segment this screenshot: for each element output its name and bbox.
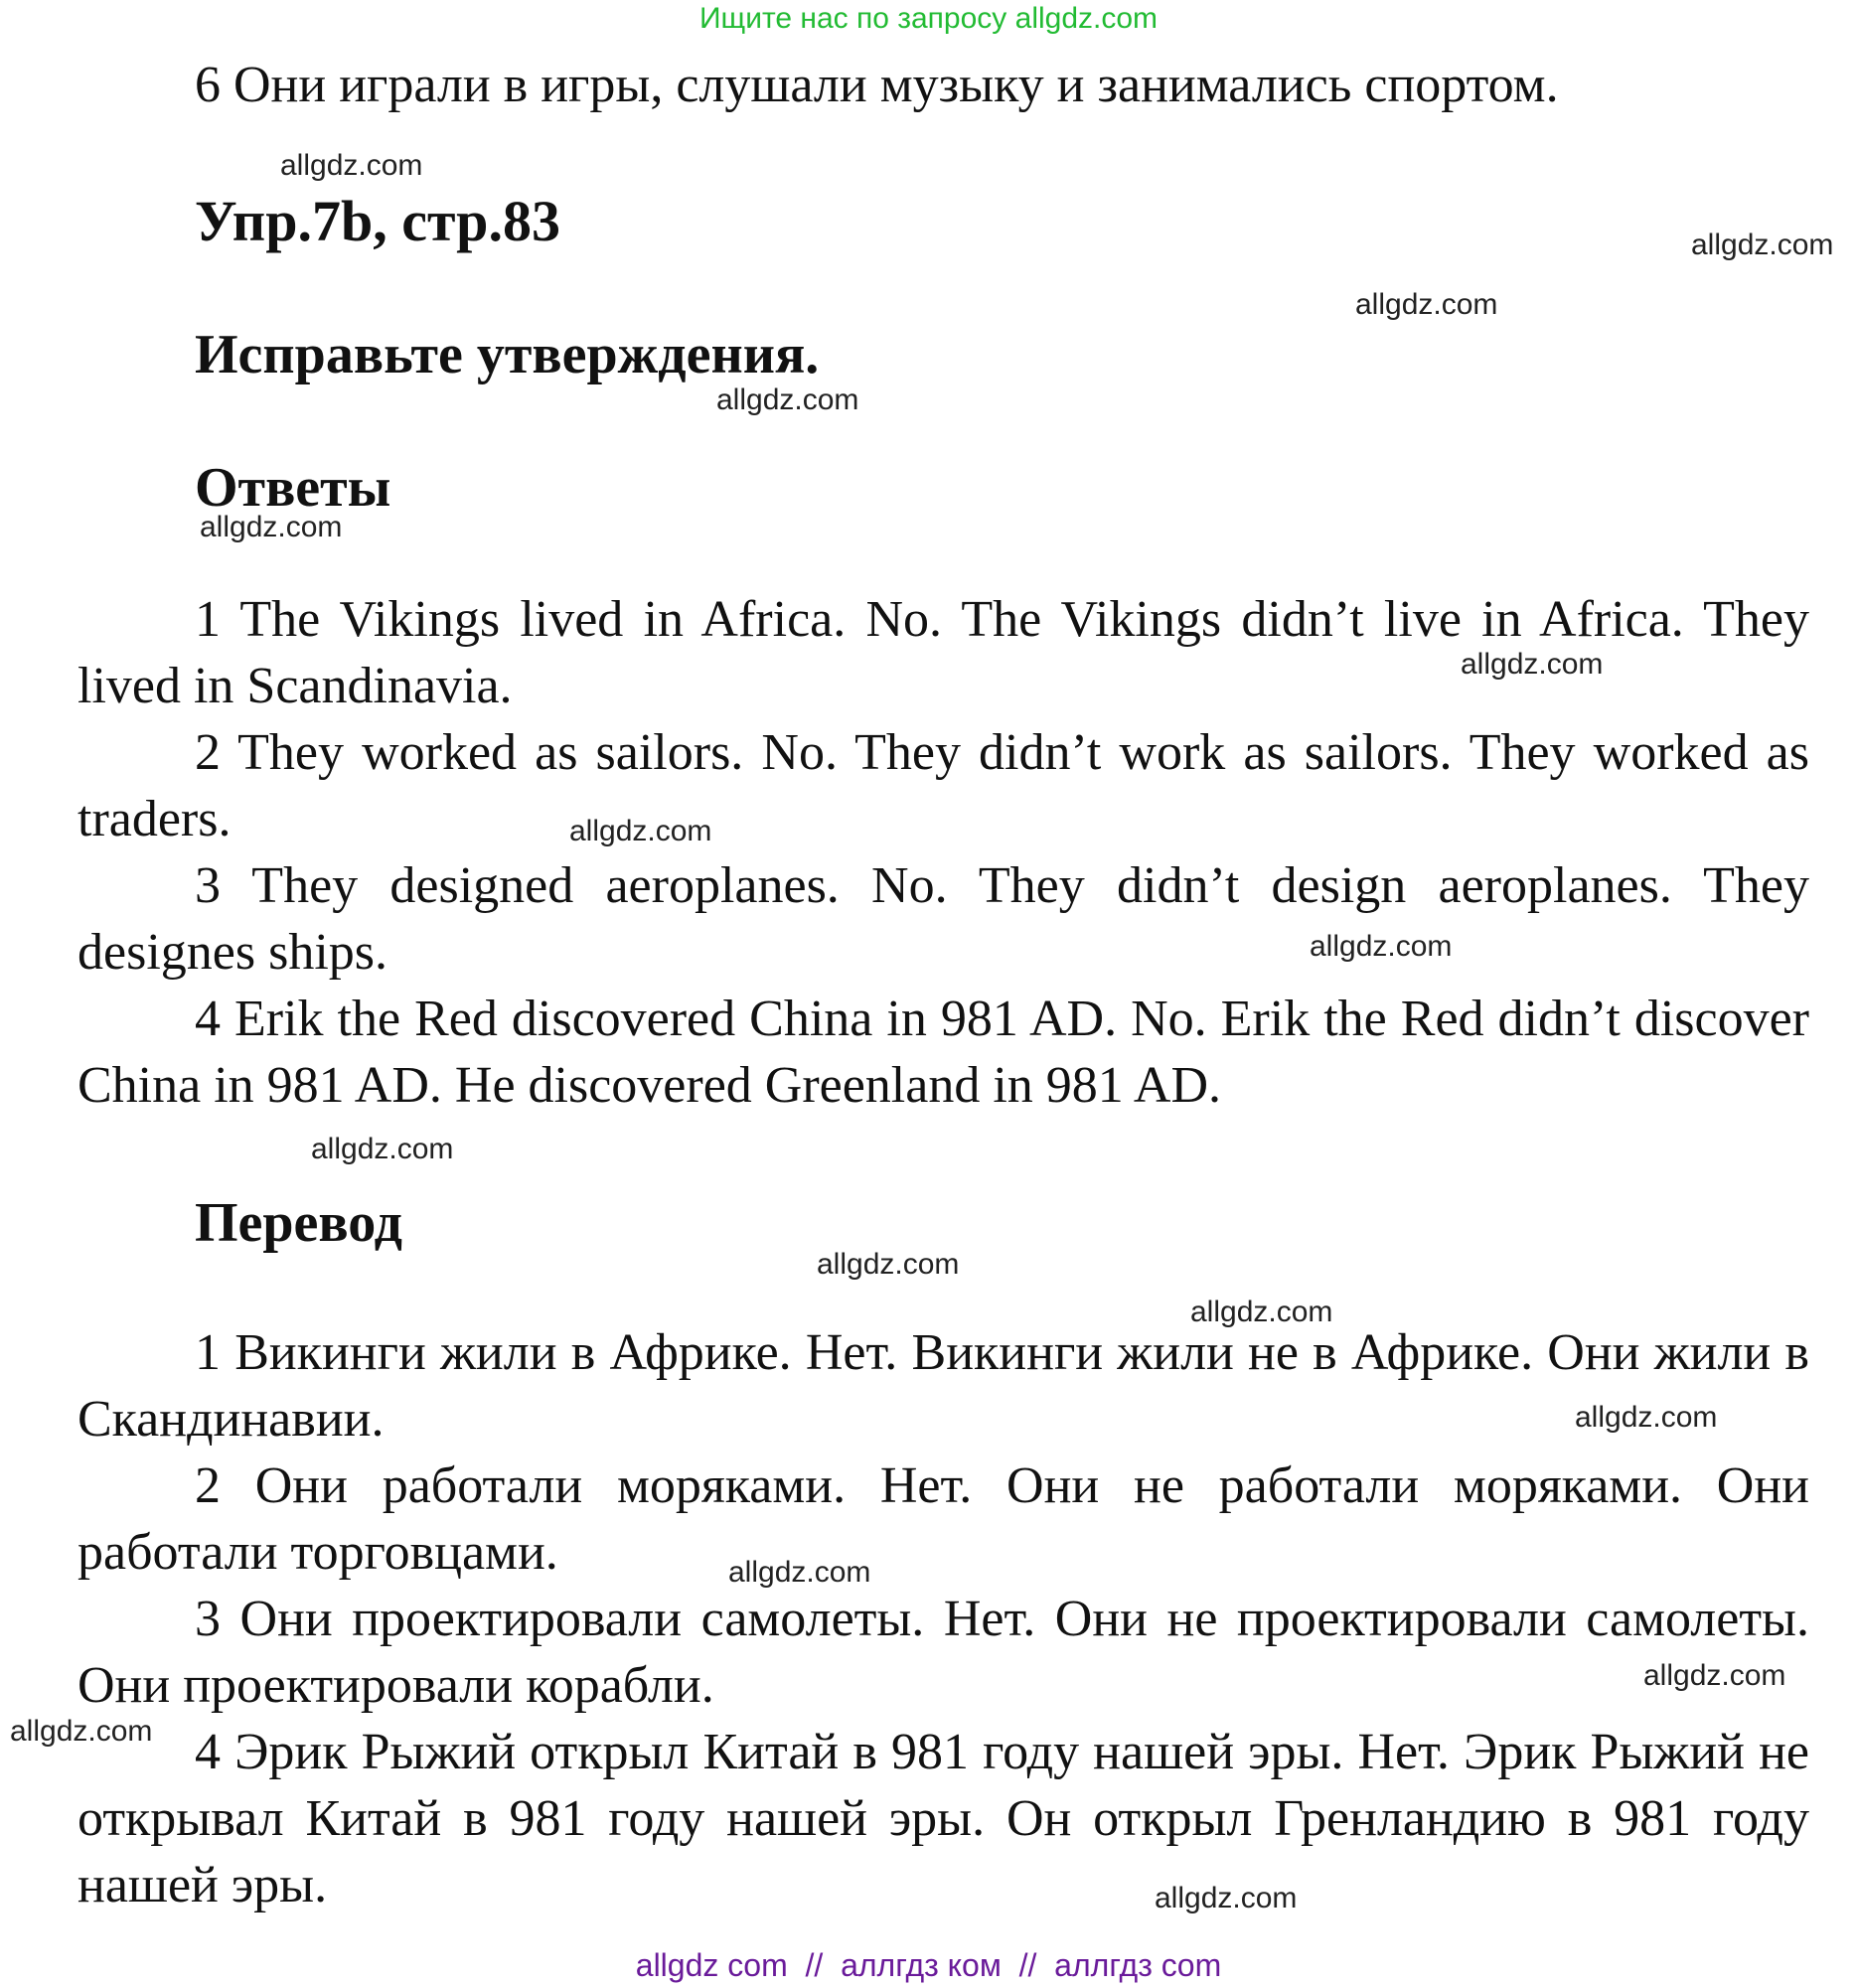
watermark: allgdz.com xyxy=(569,815,712,847)
watermark: allgdz.com xyxy=(1190,1296,1333,1328)
answer-item: 3 They designed aeroplanes. No. They didn’t design aeroplanes. They designes ships. xyxy=(77,857,1809,981)
watermark: allgdz.com xyxy=(716,383,859,416)
watermark: allgdz.com xyxy=(1643,1659,1786,1692)
watermark: allgdz.com xyxy=(280,149,423,182)
translation-item: 1 Викинги жили в Африке. Нет. Викинги жили не в Африке. Они жили в Скандинавии. xyxy=(77,1324,1809,1448)
watermark: allgdz.com xyxy=(1155,1882,1298,1914)
watermark: allgdz.com xyxy=(200,511,343,543)
bottom-banner: allgdz com // аллгдз ком // аллгдз com xyxy=(635,1947,1222,1983)
translation-item: 4 Эрик Рыжий открыл Китай в 981 году нашей эры. Нет. Эрик Рыжий не открывал Китай в 981 году нашей эры. Он открыл Гренландию в 981 году нашей эры. xyxy=(77,1724,1809,1913)
translation-item: 2 Они работали моряками. Нет. Они не работали моряками. Они работали торговцами. xyxy=(77,1457,1809,1581)
answer-item: 2 They worked as sailors. No. They didn’t work as sailors. They worked as traders. xyxy=(77,724,1809,847)
intro-line: 6 Они играли в игры, слушали музыку и занимались спортом. xyxy=(195,57,1559,113)
watermark: allgdz.com xyxy=(1355,288,1498,321)
answer-item: 1 The Vikings lived in Africa. No. The Vikings didn’t live in Africa. They lived in Scandinavia. xyxy=(77,591,1809,714)
watermark: allgdz.com xyxy=(1575,1401,1718,1434)
watermark: allgdz.com xyxy=(311,1133,454,1165)
watermark: allgdz.com xyxy=(1310,930,1453,963)
watermark: allgdz.com xyxy=(1691,229,1834,261)
watermark: allgdz.com xyxy=(728,1556,871,1589)
translation-heading: Перевод xyxy=(195,1192,402,1254)
translation-item: 3 Они проектировали самолеты. Нет. Они не проектировали самолеты. Они проектировали корабли. xyxy=(77,1591,1809,1714)
answer-item: 4 Erik the Red discovered China in 981 AD. No. Erik the Red didn’t discover China in 981 AD. He discovered Greenland in 981 AD. xyxy=(77,991,1809,1114)
top-banner: Ищите нас по запросу allgdz.com xyxy=(698,2,1159,35)
watermark: allgdz.com xyxy=(1461,648,1604,681)
exercise-title: Упр.7b, стр.83 xyxy=(195,189,560,253)
answers-heading: Ответы xyxy=(195,457,391,519)
task-heading: Исправьте утверждения. xyxy=(195,324,820,385)
watermark: allgdz.com xyxy=(10,1715,153,1748)
watermark: allgdz.com xyxy=(817,1248,960,1281)
